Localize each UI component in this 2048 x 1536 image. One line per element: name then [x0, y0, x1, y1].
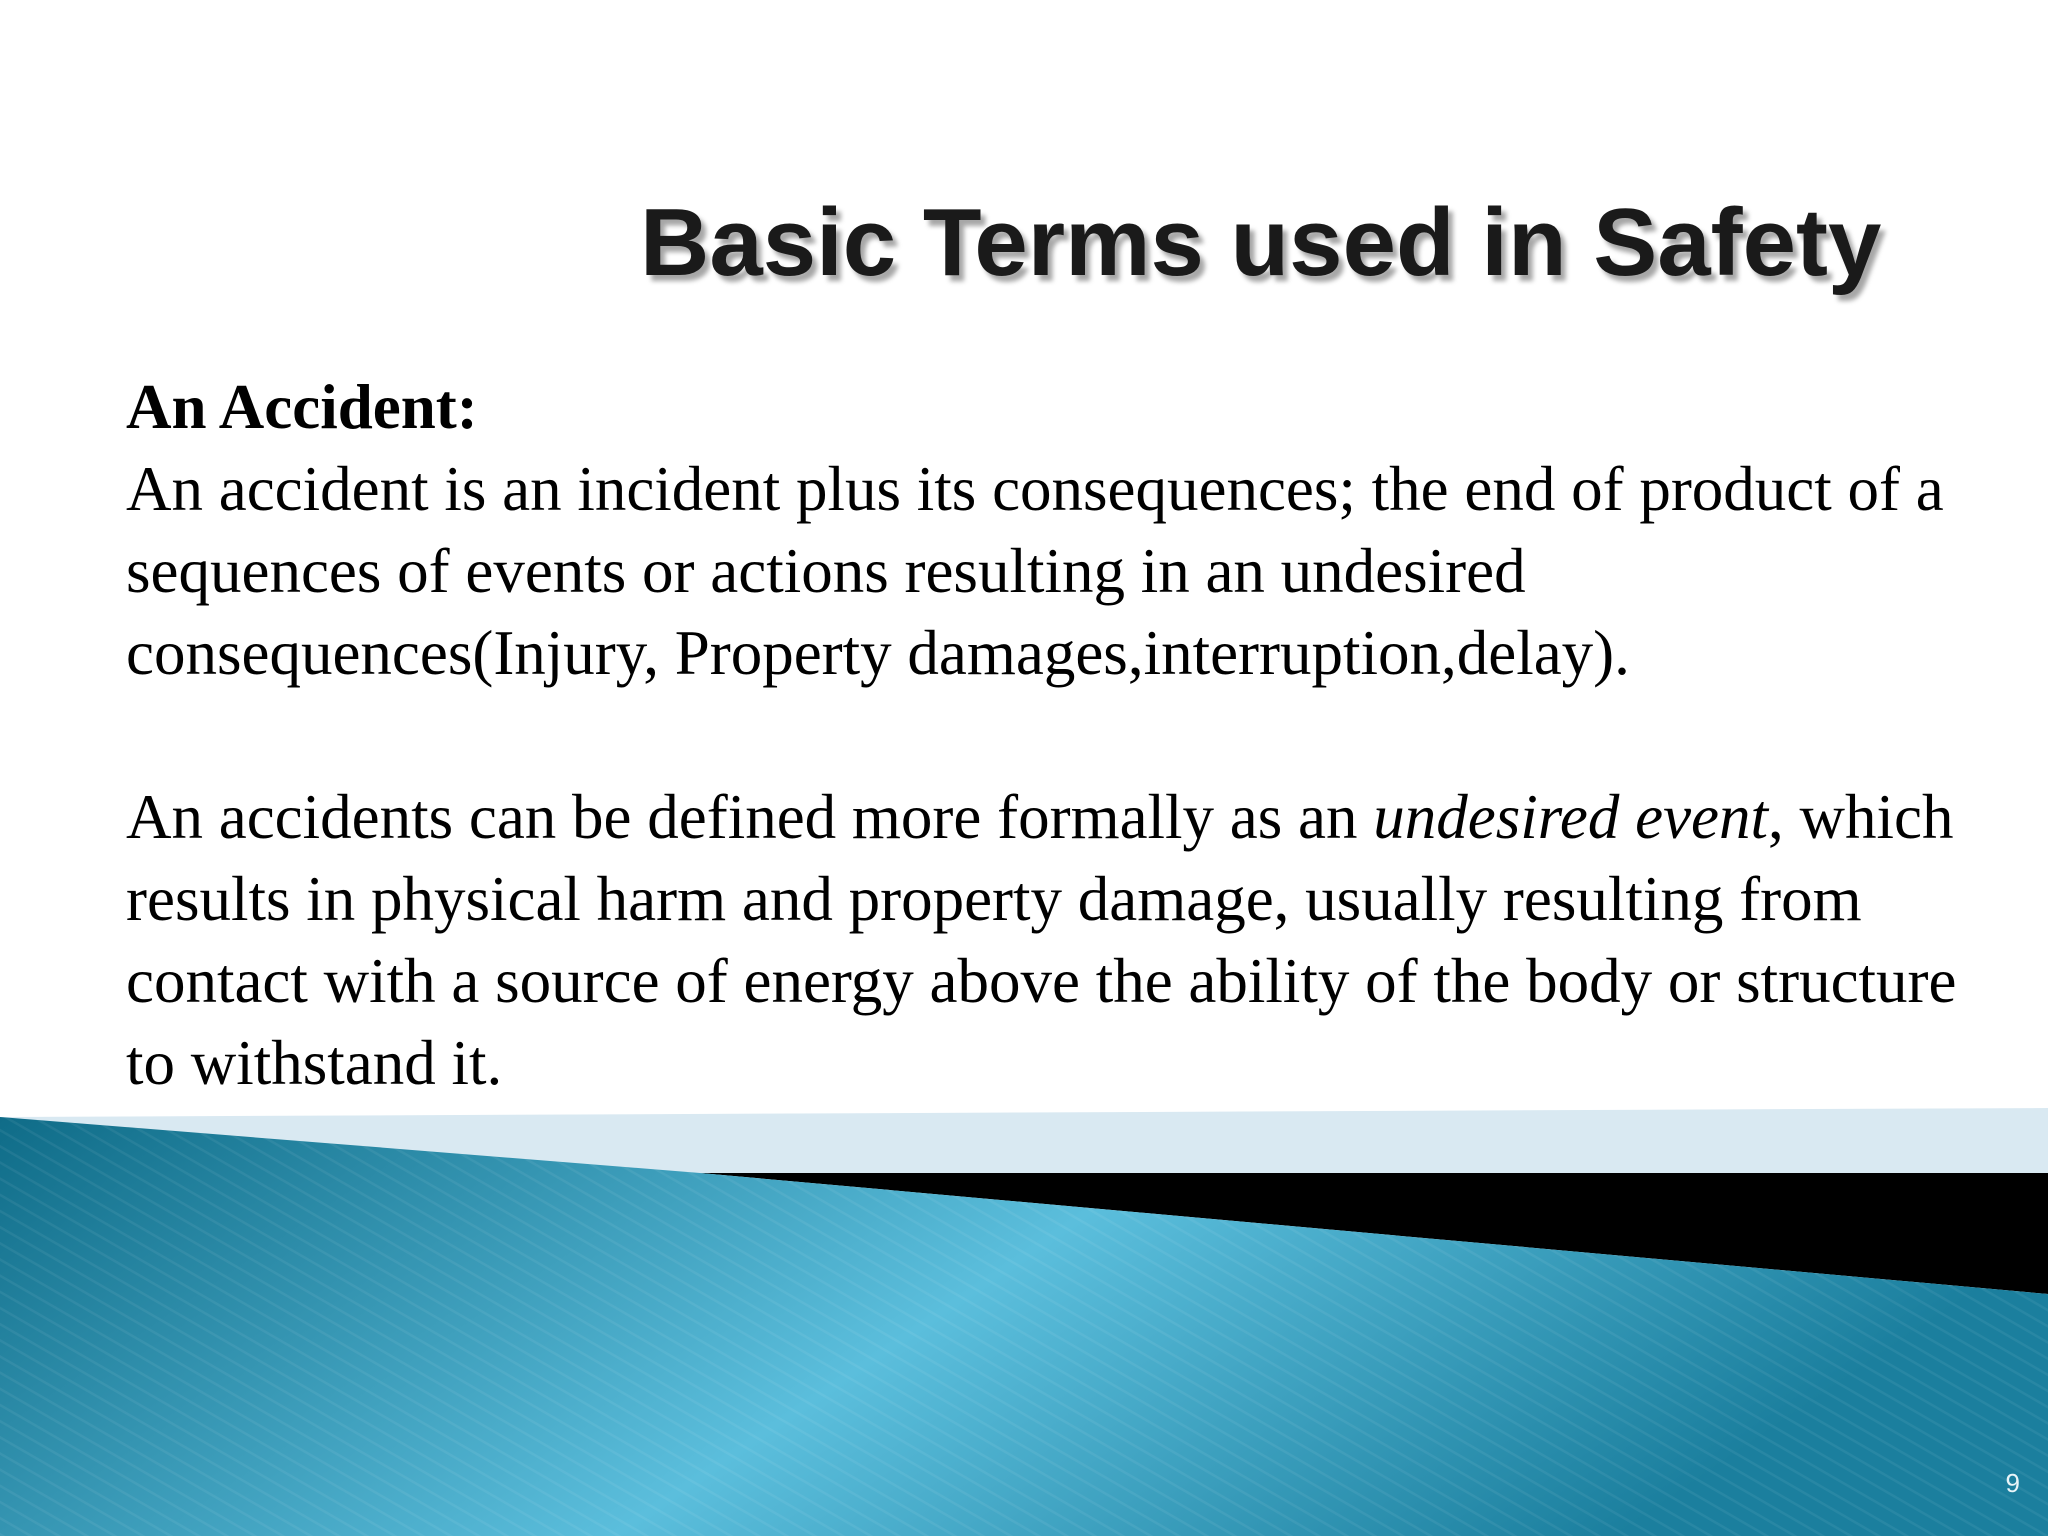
undesired-event-emphasis: undesired event: [1373, 782, 1768, 852]
paragraph-2-end: , which results in physical harm and property damage, usually resulting from contact with a source of energy above the ability of the body or structure to withstand it.: [126, 782, 1957, 1098]
slide-title: Basic Terms used in Safety: [640, 189, 1882, 296]
definition-paragraph-1: An accident is an incident plus its consequences; the end of product of a sequences of events or actions resulting in an undesired consequences(Injury, Property damages,interruption,delay).: [126, 454, 1944, 688]
paragraph-2-start: An accidents can be defined more formally as an: [126, 782, 1374, 852]
page-number: 9: [2005, 1468, 2020, 1498]
definition-heading: An Accident:: [126, 372, 478, 442]
